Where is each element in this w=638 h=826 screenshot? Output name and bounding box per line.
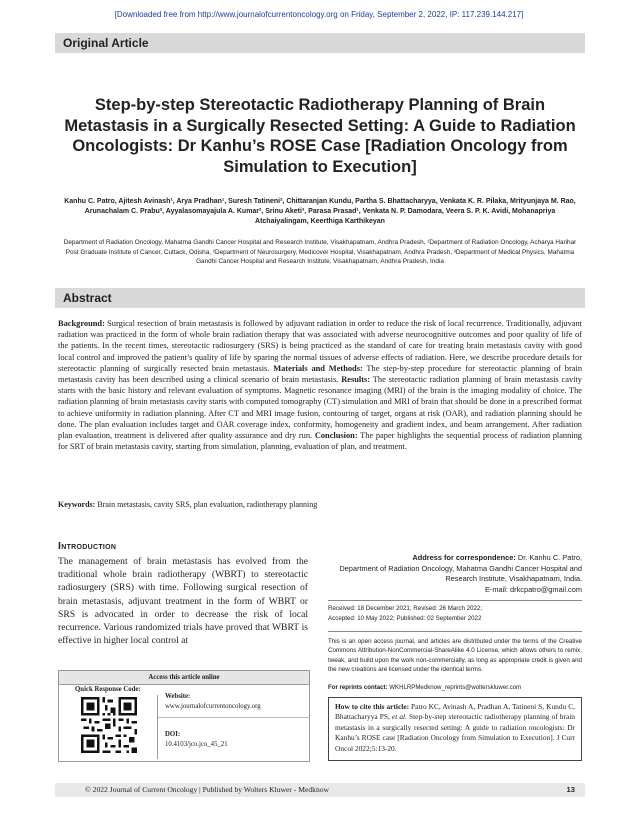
correspondence-block (328, 553, 582, 595)
website-link[interactable]: www.journalofcurrentoncology.org (165, 703, 261, 710)
correspondence-line2: Research Institute, Visakhapatnam, India. (445, 574, 582, 583)
doi-link[interactable]: 10.4103/jco.jco_45_21 (165, 741, 228, 748)
article-title: Step-by-step Stereotactic Radiotherapy Planning of Brain Metastasis in a Surgically Resected Setting: A Guide to Radiation Oncologists: Dr Kanhu’s ROSE Case [Radiation Oncology from Simulation to Execution] (64, 96, 576, 176)
citation-box (328, 697, 582, 761)
citation-label: How to cite this article: (335, 702, 410, 711)
correspondence-name: Dr. Kanhu C. Patro, (515, 553, 582, 562)
website-label: Website: (165, 693, 191, 700)
reprints-contact (328, 684, 582, 691)
dates-line1: Received: 18 December 2021; Revised: 26 March 2022; (328, 605, 483, 612)
keywords-label: Keywords: (58, 500, 96, 509)
qr-label: Quick Response Code: (75, 686, 141, 693)
introduction-heading-text: Introduction (58, 540, 117, 552)
reprints-label: For reprints contact: (328, 684, 388, 691)
background-text: Surgical resection of brain metastasis is followed by adjuvant radiation in order to reduce the risk of local recurrence. Traditionally, adjuvant radiation was practiced in the form of whole brain radiation therapy that was associated with adverse neurocognitive outcomes and poor quality of life of the patients. In the recent times, stereotactic radiosurgery (SRS) is being practiced as the standard of care for treating brain metastasis cavity with good local control and improved the patient’s quality of life by sparing the normal tissues of adverse effects of radiation. Here, we describe procedure details for stereotactic planning of surgically resected brain metastasis. (58, 319, 582, 373)
affiliations: Department of Radiation Oncology, Mahatma Gandhi Cancer Hospital and Research Institute, Visakhapatnam, Andhra Pradesh, ¹Department of Radiation Oncology, Acharya Harihar Post Graduate Institute of Cancer, Cuttack, Odisha, ²Department of Neurosurgery, Medicover Hospital, Visakhapatnam, Andhra Pradesh, ³Department of Medical Physics, Mahatma Gandhi Cancer Hospital and Research Institute, Visakhapatnam, Andhra Pradesh, India (63, 239, 577, 265)
conclusion-label: Conclusion: (314, 431, 358, 441)
access-heading: Access this article online (59, 671, 309, 685)
citation-text-a: Patro KC, Avinash A, Pradhan A, Tatineni S, Kundu C, Bhattacharyya PS, (335, 702, 575, 722)
introduction-text: The management of brain metastasis has evolved from the traditional whole brain radiotherapy (WBRT) to stereotactic radiosurgery (SRS) with time. Following surgical resection of brain metastasis, adjuvant treatment in the form of WBRT or SRS is advocated in order to decrease the risk of local recurrence. Various randomized trials have proved that WBRT is effective in higher local control at (58, 556, 308, 647)
author-list: Kanhu C. Patro, Ajitesh Avinash¹, Arya Pradhan¹, Suresh Tatineni², Chittaranjan Kundu, Partha S. Bhattacharyya, Venkata K. R. Pilaka, Mrityunjaya M. Rao, Arunachalam C. Prabu², Ayyalasomayajula A. Kumar², Srinu Aketi³, Parasa Prasad¹, Venkata N. P. Damodara, Veera S. P. K. Avidi, Mohanapriya Atchaiyalingam, Keerthiga Karthikeyan (64, 198, 576, 225)
doi-label: DOI: (165, 731, 181, 738)
qr-code-icon[interactable] (81, 697, 137, 753)
methods-text: The step-by-step procedure for stereotactic planning of brain metastasis cavity has been described using a clinical scenario of brain metastasis. (58, 363, 583, 385)
divider (157, 695, 158, 759)
keywords-text: Brain metastasis, cavity SRS, plan evaluation, radiotherapy planning (95, 500, 318, 509)
divider (158, 717, 310, 718)
methods-label: Materials and Methods: (273, 363, 363, 373)
results-text: The stereotactic radiation planning of brain metastasis cavity starts with the basic history and relevant evaluation of symptoms. Magnetic resonance imaging (MRI) of the brain is the imaging modality of choice. The radiation planning of brain metastasis cavity starts with computed tomography (CT) simulation and MRI of brain that should be done in a prescribed format to achieve uniformity in radiation planning. After CT and MRI image fusion, contouring of target, organs at risk (OAR), and radiation planning should be done. The plan evaluation includes target and OAR coverage index, conformity, homogeneity and gradient index, and beam arrangement. After radiation plan evaluation, treatment is delivered after quality assurance and dry run. (58, 375, 582, 441)
keywords (58, 500, 582, 509)
abstract-text (58, 318, 582, 452)
footer-text: © 2022 Journal of Current Oncology | Published by Wolters Kluwer - Medknow (85, 785, 330, 794)
divider (328, 600, 582, 601)
page-footer (55, 783, 585, 797)
access-box (58, 670, 310, 762)
download-banner[interactable]: [Downloaded free from http://www.journalofcurrentoncology.org on Friday, September 2, 2022, IP: 117.239.144.217] (114, 10, 524, 19)
results-label: Results: (341, 375, 371, 385)
conclusion-text: The paper highlights the sequential process of radiation planning for SRT of brain metastasis cavity, starting from simulation, planning, evaluation of plan, and treatment. (58, 431, 582, 452)
reprints-email[interactable]: WKHLRPMedknow_reprints@wolterskluwer.com (387, 684, 522, 691)
citation-etal: et al. (391, 712, 407, 722)
section-label: Original Article (55, 33, 585, 53)
citation-text-b: Step-by-step stereotactic radiotherapy planning of brain metastasis in a surgically resected setting: A guide to radiation oncologists: Dr Kanhu’s ROSE case [Radiation Oncology from Simulation to Execution]. J Curr Oncol 2022;5:13-20. (335, 712, 575, 753)
introduction-heading (58, 540, 116, 552)
article-dates (328, 604, 582, 623)
license-text: This is an open access journal, and articles are distributed under the terms of the Creative Commons Attribution-NonCommercial-ShareAlike 4.0 License, which allows others to remix, tweak, and build upon the work non-commercially, as long as appropriate credit is given and the new creations are licensed under the identical terms. (328, 638, 582, 674)
abstract-heading: Abstract (55, 288, 585, 308)
correspondence-line1: Department of Radiation Oncology, Mahatma Gandhi Cancer Hospital and (339, 563, 582, 573)
page-number: 13 (566, 785, 575, 794)
dates-line2: Accepted: 10 May 2022; Published: 02 September 2022 (328, 614, 482, 622)
background-label: Background: (58, 319, 105, 328)
correspondence-label: Address for correspondence: (412, 553, 516, 562)
correspondence-email[interactable]: E-mail: drkcpatro@gmail.com (484, 584, 582, 594)
divider (328, 631, 582, 632)
